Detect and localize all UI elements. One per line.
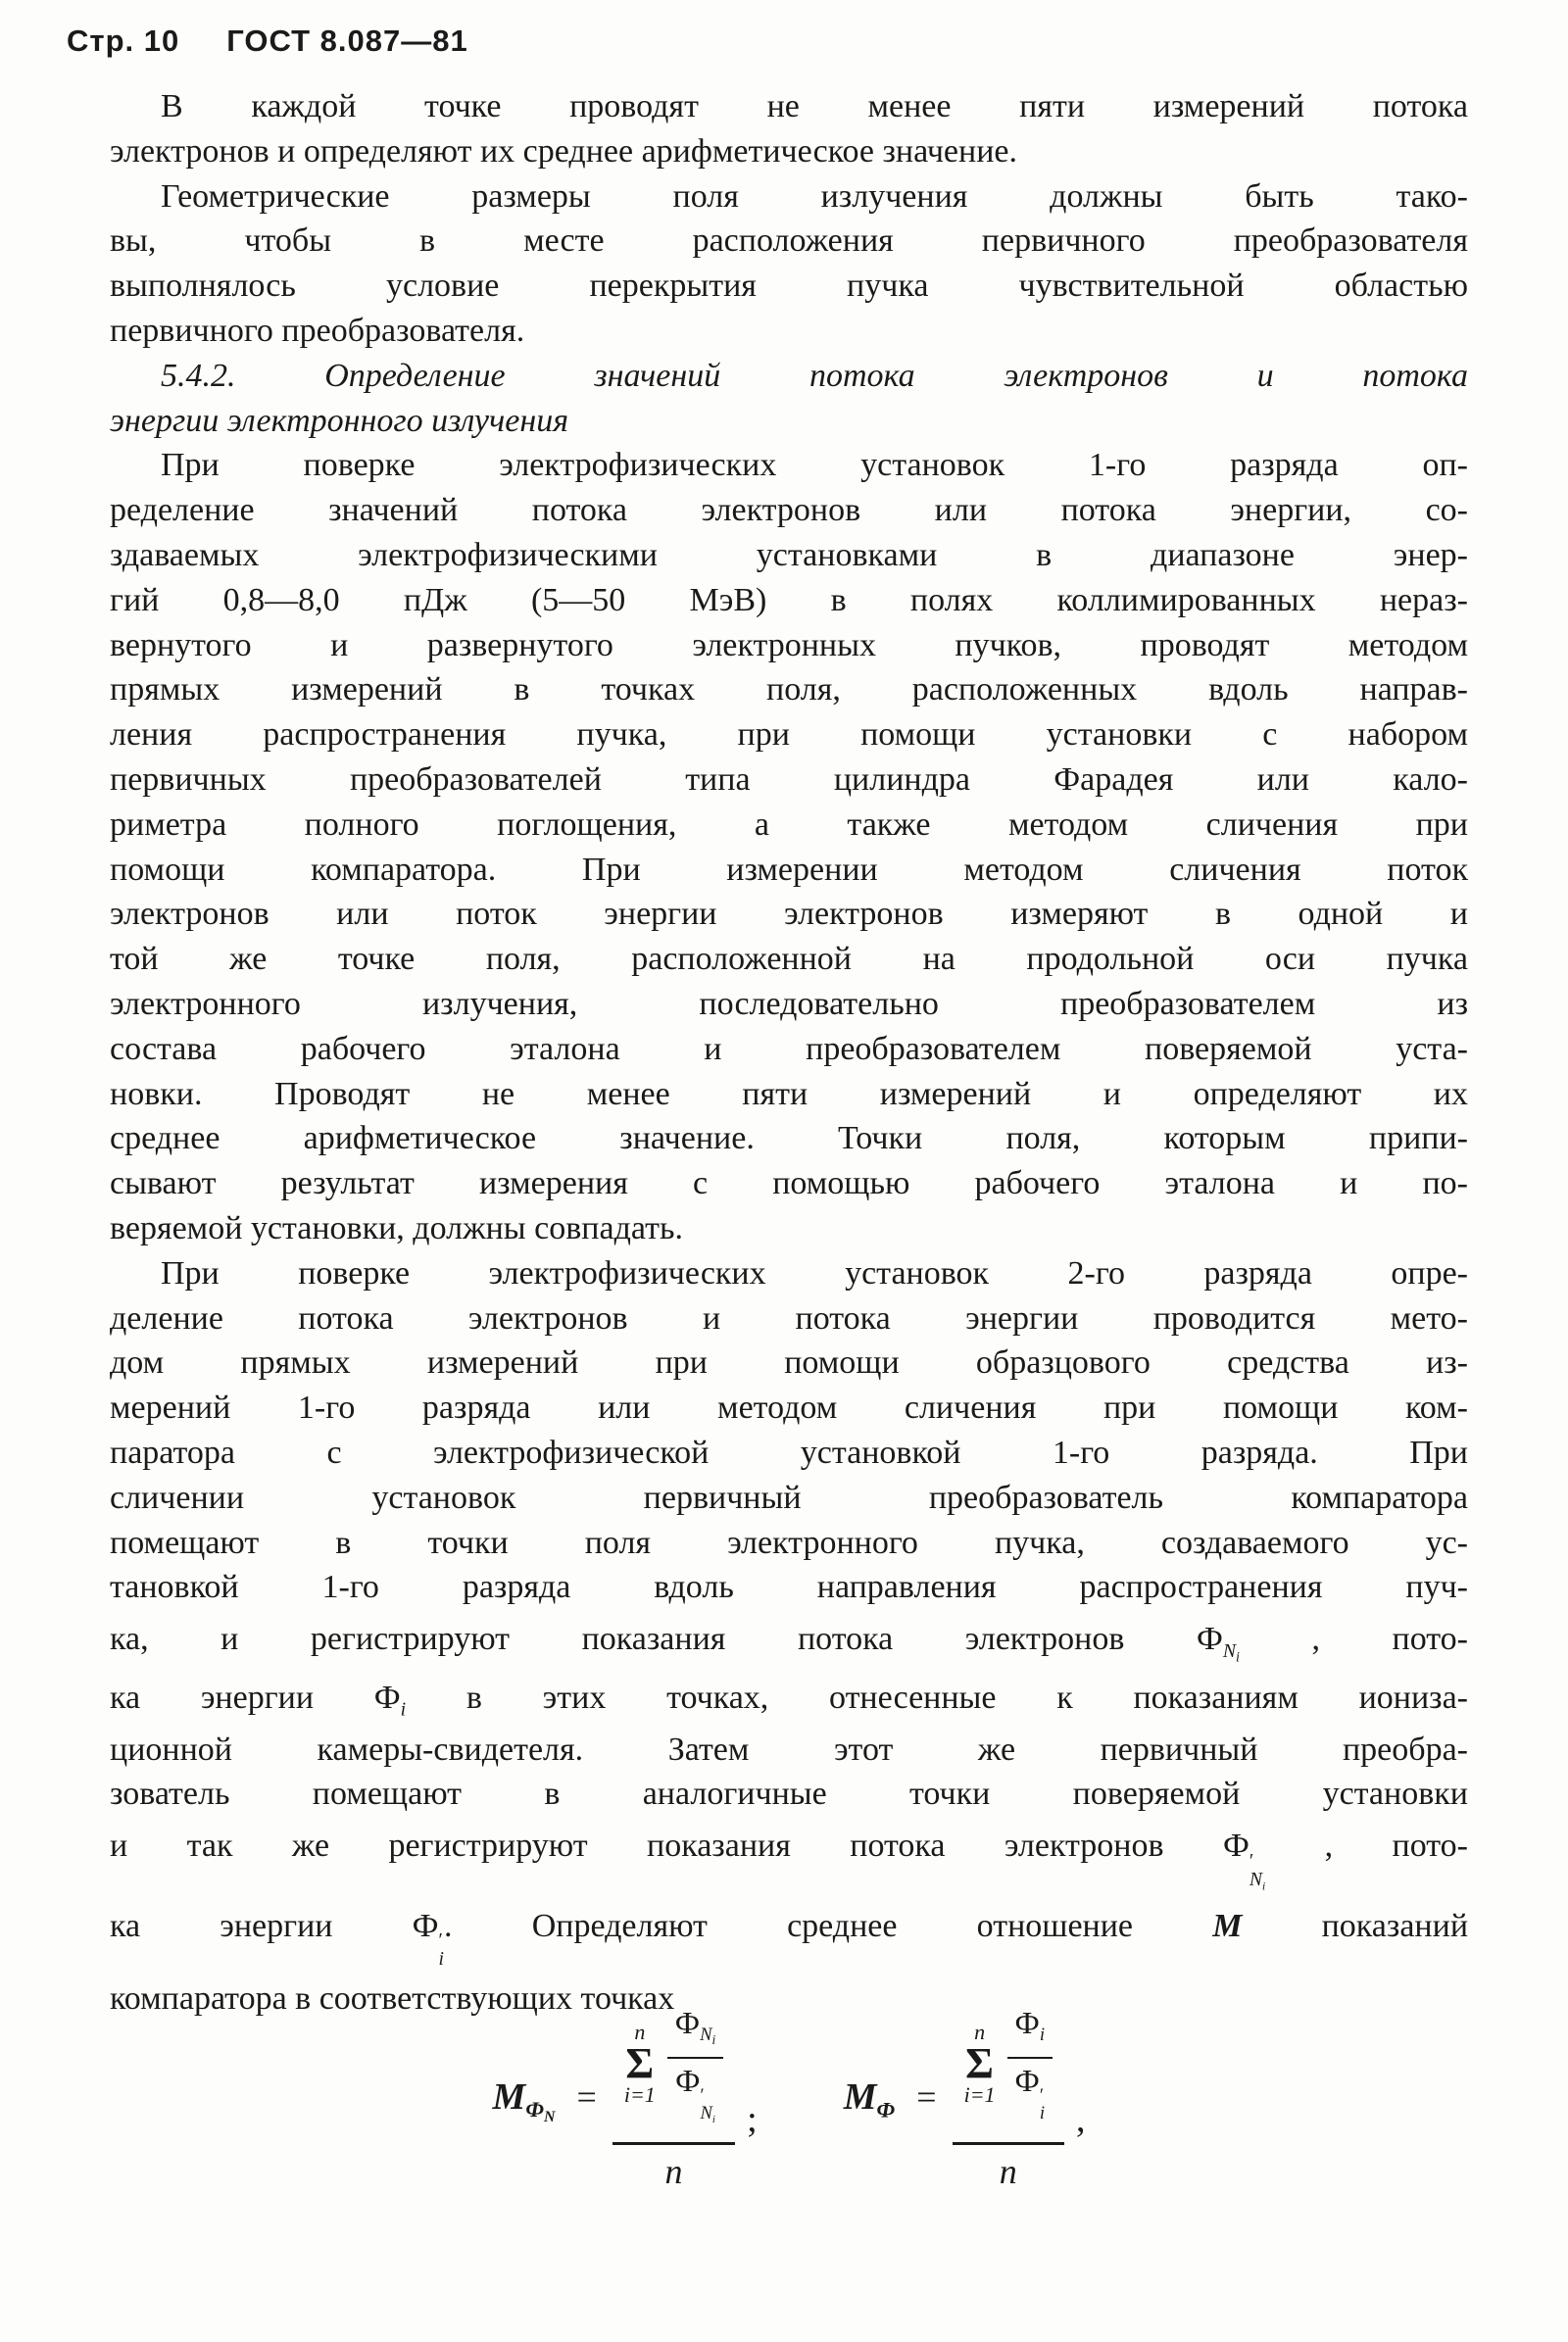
- formula-m-phi-n: [493, 2001, 758, 2192]
- inner-numerator: [1007, 2005, 1053, 2059]
- inner-fraction: [1007, 2005, 1053, 2122]
- outer-numerator: [953, 2001, 1064, 2145]
- text-line: компаратора в соответствующих точках: [110, 1979, 675, 2017]
- formula-punctuation: ,: [1075, 2098, 1086, 2140]
- text-line: сывают результат измерения с помощью рабочего эталона и по-: [110, 1165, 1468, 1202]
- text-line: новки. Проводят не менее пяти измерений и определяют их: [110, 1075, 1468, 1112]
- sigma-symbol: Σ: [625, 2039, 655, 2088]
- text-line: паратора с электрофизической установкой 1-го разряда. При: [110, 1434, 1468, 1471]
- sum-upper-limit: n: [634, 2020, 646, 2045]
- text-line: среднее арифметическое значение. Точки поля, которым припи-: [110, 1120, 1468, 1157]
- formula-lhs: [843, 2075, 896, 2122]
- sum-lower-limit: i=1: [623, 2082, 656, 2108]
- math-symbol: Ni: [1222, 1639, 1240, 1665]
- sum-lower-limit: i=1: [963, 2082, 996, 2108]
- m-ratio-symbol: М: [1212, 1907, 1243, 1944]
- text-line: энергии электронного излучения: [110, 402, 568, 439]
- text-line: зователь помещают в аналогичные точки поверяемой установки: [110, 1776, 1468, 1813]
- math-symbol: i: [1039, 2102, 1045, 2123]
- math-symbol: i: [711, 2032, 716, 2048]
- math-symbol: i: [711, 2113, 715, 2125]
- document-body: [110, 84, 1468, 2022]
- text-line: здаваемых электрофизическими установками в диапазоне энер-: [110, 536, 1468, 573]
- equals-sign: =: [916, 2076, 937, 2117]
- summation: [964, 2022, 996, 2106]
- text-line: 5.4.2. Определение значений потока электронов и потока: [161, 357, 1468, 394]
- outer-numerator: [612, 2001, 735, 2145]
- inner-fraction: [667, 2005, 723, 2125]
- m-symbol: $М_Ф$: [843, 2075, 896, 2122]
- text-line: электронов или поток энергии электронов измеряют в одной и: [110, 896, 1468, 933]
- text-line: деление потока электронов и потока энергии проводится мето-: [110, 1299, 1468, 1337]
- math-symbol: $N_i$: [1249, 1868, 1266, 1893]
- text-line: сличении установок первичный преобразователь компаратора: [110, 1479, 1468, 1516]
- math-symbol: i: [438, 1948, 445, 1971]
- text-line: дом прямых измерений при помощи образцового средства из-: [110, 1344, 1468, 1382]
- text-line: ка энергии $Ф_i$ в этих точках, отнесенные к показаниям иониза-: [110, 1679, 1469, 1721]
- formula-m-phi: [844, 2001, 1086, 2192]
- text-line: ционной камеры-свидетеля. Затем этот же первичный преобра-: [110, 1731, 1468, 1768]
- prime-subscript-stack: ′ i: [1039, 2085, 1045, 2123]
- text-line: гий 0,8—8,0 пДж (5—50 МэВ) в полях коллимированных нераз-: [110, 581, 1468, 618]
- phi-n-i-prime-symbol: Ф ′ $N_i$: [1222, 1828, 1266, 1893]
- text-line: риметра полного поглощения, а также методом сличения при: [110, 805, 1468, 843]
- sigma-symbol: Σ: [965, 2039, 994, 2088]
- text-line: электронного излучения, последовательно преобразователем из: [110, 985, 1468, 1022]
- text-line: ка, и регистрируют показания потока электронов $Ф_{N_i}$ , пото-: [110, 1621, 1468, 1665]
- page-header: [67, 24, 468, 59]
- text-line: вы, чтобы в месте расположения первичного преобразователя: [110, 222, 1468, 260]
- formula-punctuation: ;: [747, 2098, 758, 2140]
- text-line: состава рабочего эталона и преобразователем поверяемой уста-: [110, 1030, 1468, 1067]
- phi-subscript: ФN: [525, 2097, 556, 2125]
- equals-sign: =: [576, 2076, 597, 2117]
- math-symbol: i: [1039, 2025, 1045, 2046]
- text-line: помощи компаратора. При измерении методом сличения поток: [110, 851, 1468, 888]
- outer-fraction: [953, 2001, 1064, 2192]
- math-symbol: Ni: [700, 2025, 716, 2048]
- sum-upper-limit: n: [974, 2020, 986, 2045]
- phi-numerator: $Ф_i$: [1014, 2005, 1045, 2046]
- math-symbol: N: [544, 2108, 556, 2125]
- text-line: помещают в точки поля электронного пучка, создаваемого ус-: [110, 1524, 1468, 1561]
- phi-denominator: Ф ′ i: [1014, 2063, 1045, 2123]
- text-line: первичных преобразователей типа цилиндра Фарадея или кало-: [110, 760, 1468, 798]
- text-line: электронов и определяют их среднее арифметическое значение.: [110, 132, 1018, 170]
- text-line: При поверке электрофизических установок 1-го разряда оп-: [161, 447, 1468, 484]
- page-number-label: Стр. 10: [67, 24, 180, 58]
- outer-denominator: n: [999, 2152, 1017, 2192]
- phi-numerator: $Ф_{N_i}$: [674, 2005, 716, 2048]
- math-symbol: i: [1235, 1648, 1240, 1665]
- standard-number-label: ГОСТ 8.087—81: [226, 24, 468, 58]
- math-symbol: $N_i$: [700, 2102, 715, 2125]
- prime-subscript-stack: ′ i: [438, 1929, 445, 1971]
- text-line: ления распространения пучка, при помощи установки с набором: [110, 716, 1468, 754]
- phi-i-prime-symbol: Ф ′ i: [412, 1907, 445, 1971]
- text-line: прямых измерений в точках поля, расположенных вдоль направ-: [110, 671, 1468, 708]
- text-line: ределение значений потока электронов или потока энергии, со-: [110, 492, 1468, 529]
- inner-numerator: [667, 2005, 723, 2059]
- prime-subscript-stack: ′ $N_i$: [1249, 1850, 1266, 1893]
- m-symbol: $М_{Ф_N}$: [492, 2075, 556, 2125]
- text-line: той же точке поля, расположенной на продольной оси пучка: [110, 941, 1468, 978]
- phi-denominator: Ф ′ $N_i$: [675, 2063, 715, 2125]
- inner-denominator: [1015, 2059, 1045, 2122]
- math-symbol: i: [1262, 1880, 1266, 1893]
- prime-subscript-stack: ′ $N_i$: [700, 2085, 715, 2125]
- text-line: Геометрические размеры поля излучения должны быть тако-: [161, 177, 1468, 215]
- summation: [624, 2022, 656, 2106]
- phi-n-i-symbol: $Ф_{N_i}$: [1196, 1621, 1240, 1665]
- text-line: тановкой 1-го разряда вдоль направления распространения пуч-: [110, 1569, 1468, 1606]
- text-line: ка энергии Ф ′ i . Определяют среднее отношение М показаний: [110, 1907, 1469, 1971]
- text-line: и так же регистрируют показания потока электронов Ф ′ $N_i$ , пото-: [110, 1828, 1468, 1893]
- inner-denominator: [675, 2059, 715, 2125]
- text-line: мерений 1-го разряда или методом сличения при помощи ком-: [110, 1390, 1468, 1427]
- outer-fraction: [612, 2001, 735, 2192]
- text-line: вернутого и развернутого электронных пучков, проводят методом: [110, 626, 1468, 663]
- text-line: В каждой точке проводят не менее пяти измерений потока: [161, 88, 1468, 124]
- formula-lhs: [492, 2075, 556, 2125]
- text-line: веряемой установки, должны совпадать.: [110, 1209, 683, 1246]
- text-line: выполнялось условие перекрытия пучка чувствительной областью: [110, 268, 1468, 305]
- outer-denominator: n: [664, 2152, 683, 2192]
- text-line: первичного преобразователя.: [110, 312, 525, 349]
- phi-i-symbol: $Ф_i$: [373, 1679, 407, 1721]
- math-symbol: i: [400, 1698, 407, 1721]
- formula-block: [110, 2001, 1468, 2192]
- text-line: При поверке электрофизических установок 2-го разряда опре-: [161, 1254, 1468, 1292]
